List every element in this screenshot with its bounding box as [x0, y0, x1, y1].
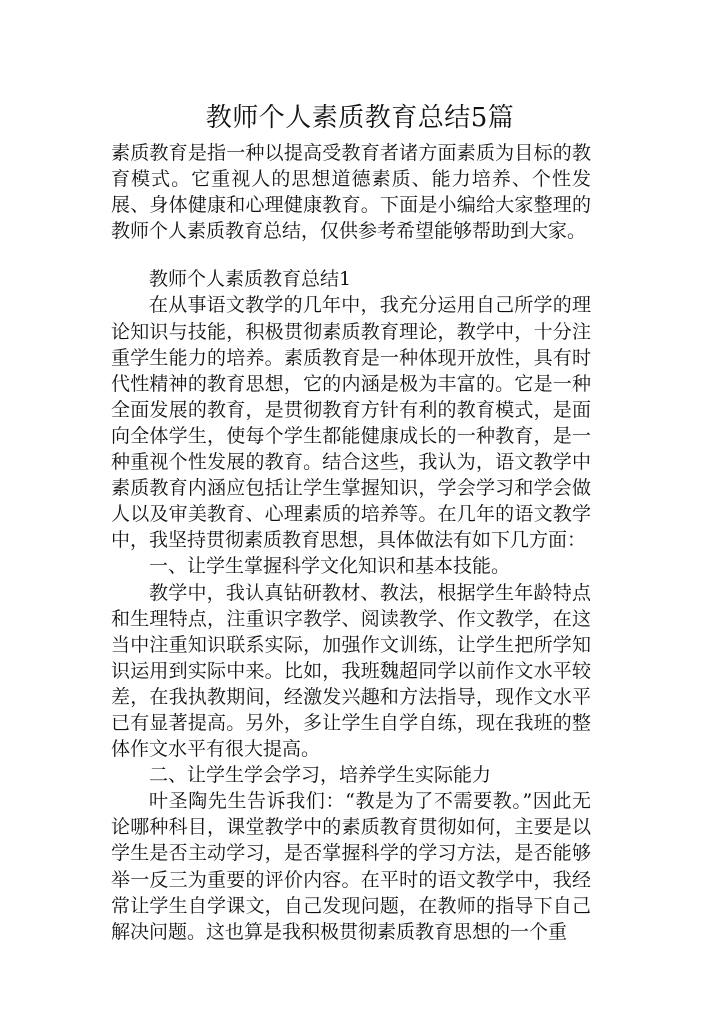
subheading-two: 二、让学生学会学习，培养学生实际能力: [149, 764, 492, 787]
document-body: [111, 140, 591, 945]
body-paragraph: 在从事语文教学的几年中，我充分运用自己所学的理论知识与技能，积极贯彻素质教育理论，教学中，十分注重学生能力的培养。素质教育是一种体现开放性，具有时代性精神的教育思想，它的内涵是极为丰富的。它是一种全面发展的教育，是贯彻教育方针有利的教育模式，是面向全体学生，使每个学生都能健康成长的一种教育，是一种重视个性发展的教育。结合这些，我认为，语文教学中素质教育内涵应包括让学生掌握知识，学会学习和学会做人以及审美教育、心理素质的培养等。在几年的语文教学中，我坚持贯彻素质教育思想，具体做法有如下几方面：: [111, 294, 591, 552]
body-paragraph: 教学中，我认真钻研教材、教法，根据学生年龄特点和生理特点，注重识字教学、阅读教学、作文教学，在这当中注重知识联系实际，加强作文训练，让学生把所学知识运用到实际中来。比如，我班魏超同学以前作文水平较差，在我执教期间，经激发兴趣和方法指导，现作文水平已有显著提高。另外，多让学生自学自练，现在我班的整体作文水平有很大提高。: [111, 581, 591, 761]
intro-paragraph: 素质教育是指一种以提高受教育者诸方面素质为目标的教育模式。它重视人的思想道德素质、能力培养、个性发展、身体健康和心理健康教育。下面是小编给大家整理的教师个人素质教育总结，仅供参考希望能够帮助到大家。: [111, 142, 591, 243]
document-title: 教师个人素质教育总结5篇: [205, 103, 515, 133]
paragraph-spacer: [111, 244, 591, 266]
subheading-one: 一、让学生掌握科学文化知识和基本技能。: [149, 555, 511, 578]
body-paragraph: 叶圣陶先生告诉我们：“教是为了不需要教。”因此无论哪种科目，课堂教学中的素质教育贯彻如何，主要是以学生是否主动学习，是否掌握科学的学习方法，是否能够举一反三为重要的评价内容。在平时的语文教学中，我经常让学生自学课文，自己发现问题，在教师的指导下自己解决问题。这也算是我积极贯彻素质教育思想的一个重: [111, 790, 591, 943]
section-heading: 教师个人素质教育总结1: [149, 268, 352, 291]
